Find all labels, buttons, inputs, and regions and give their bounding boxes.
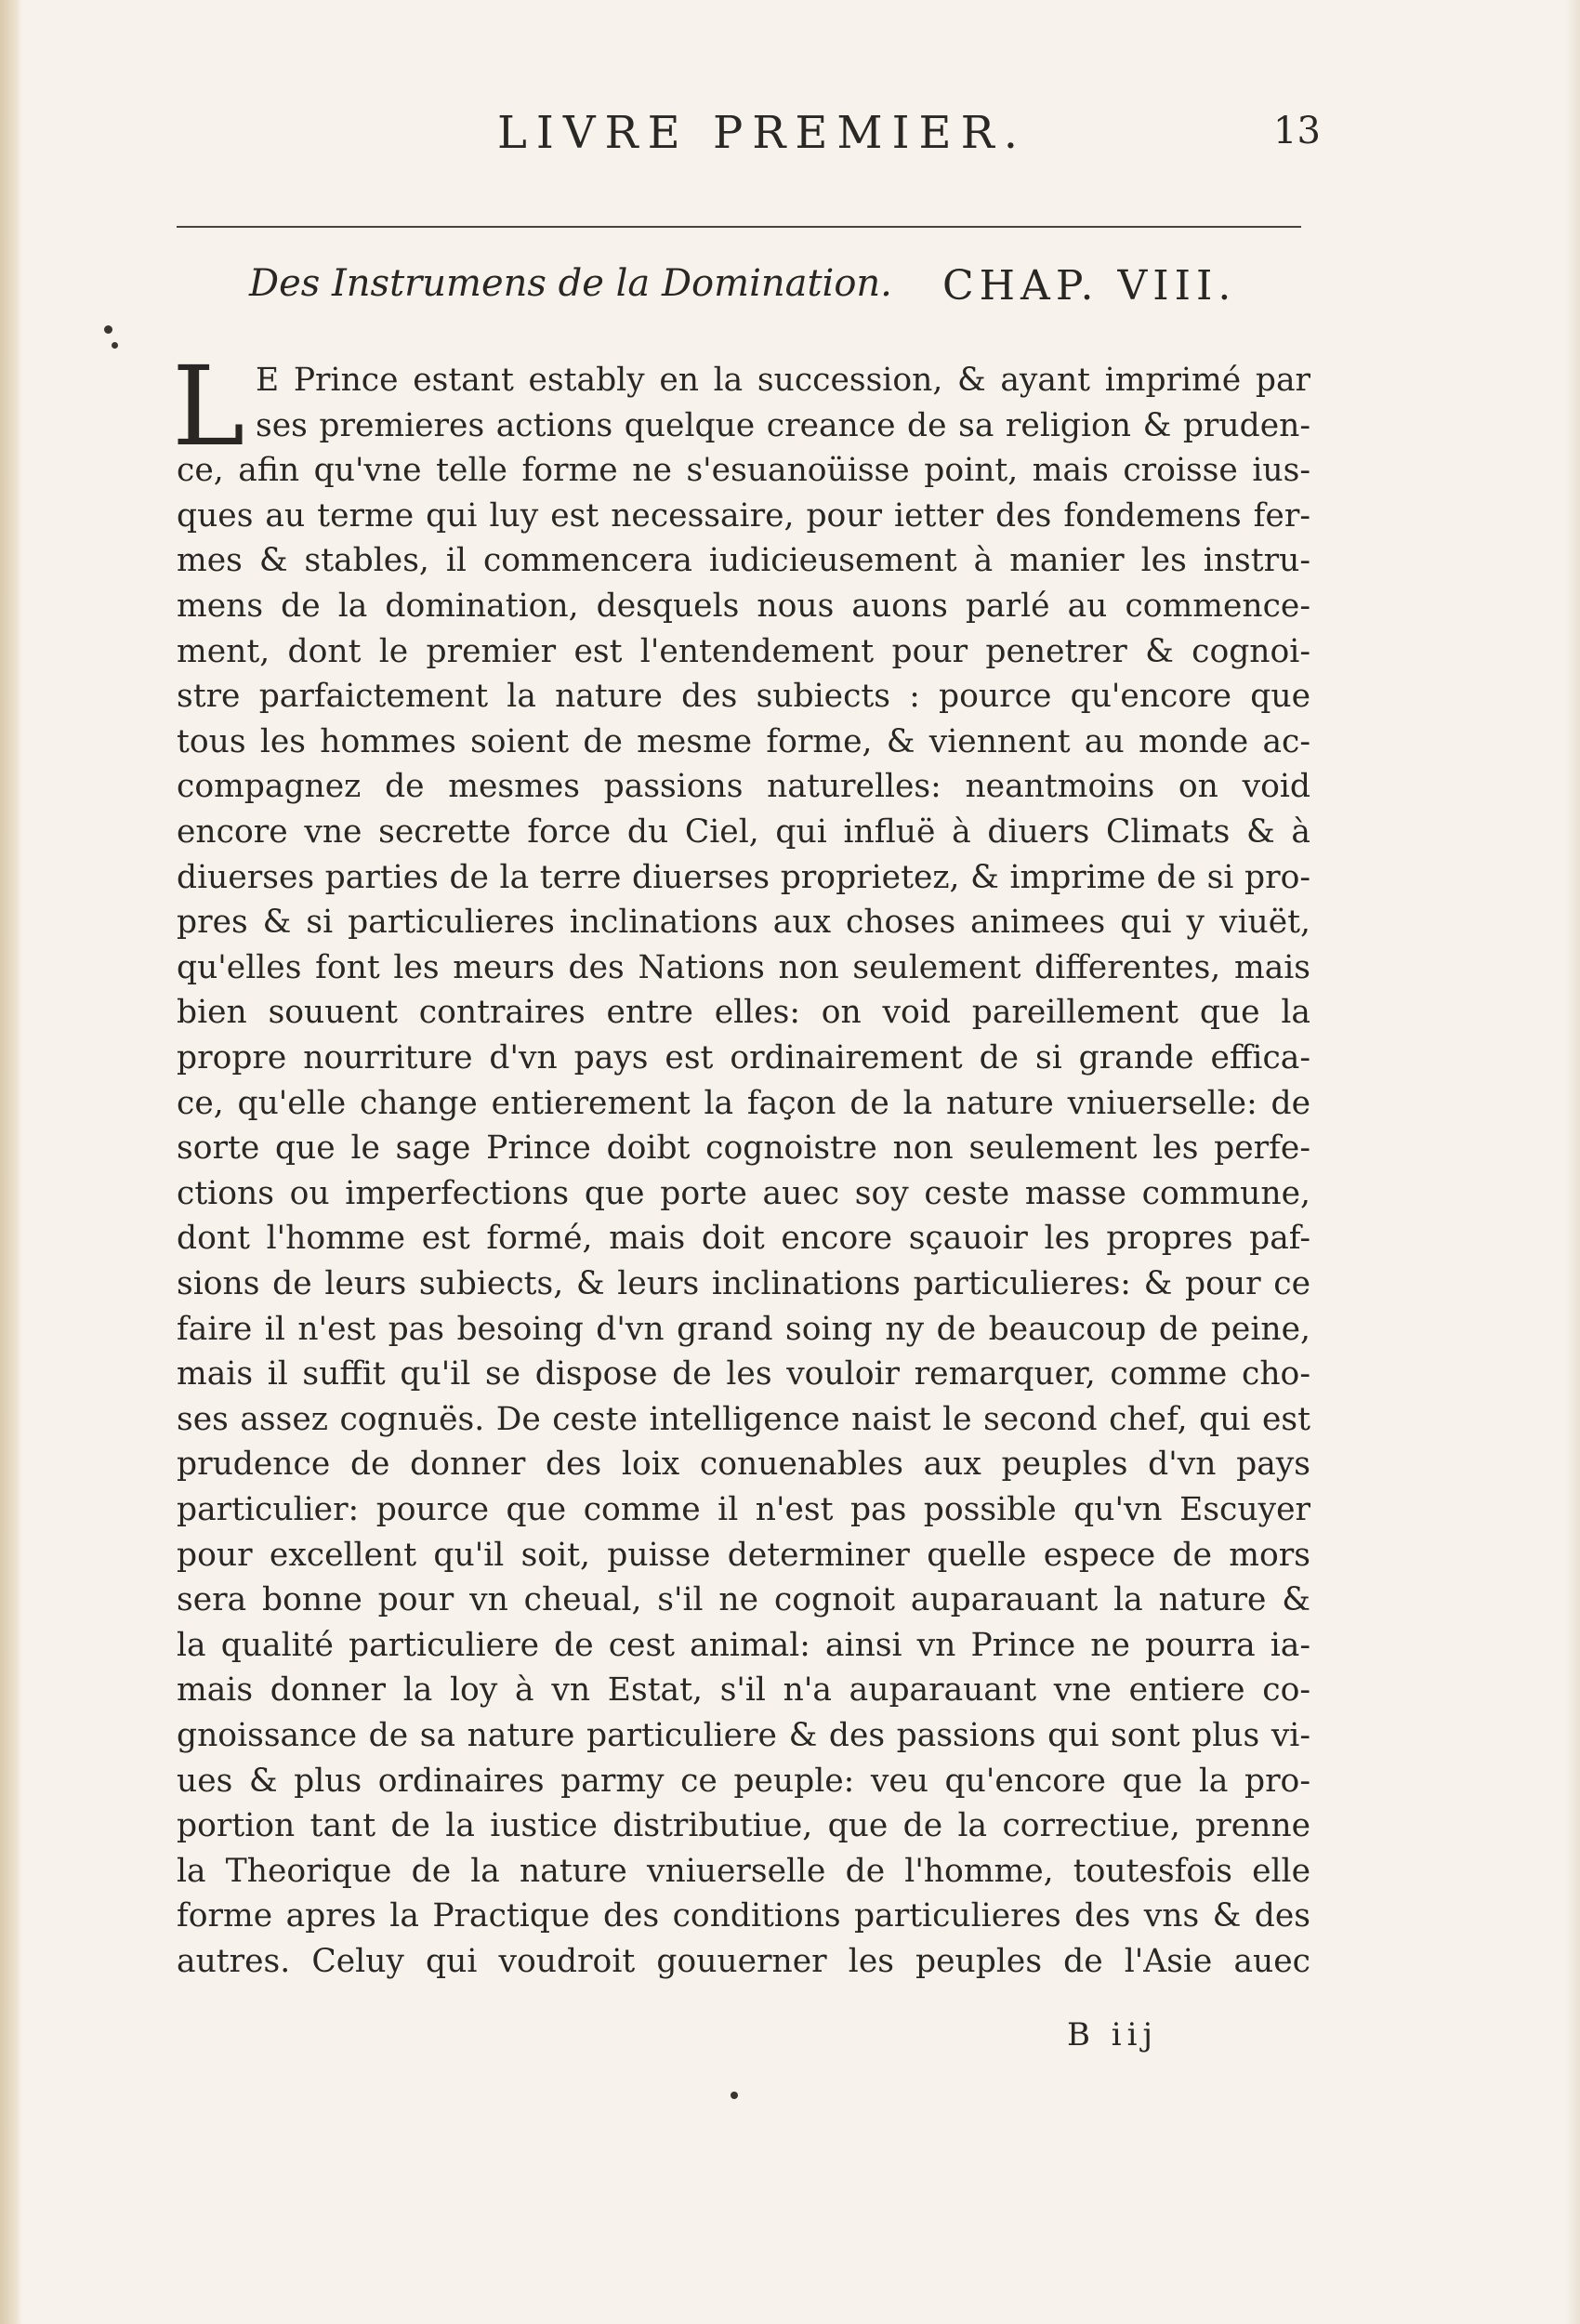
text-line: encore vne secrette force du Ciel, qui influë à diuers Climats & à [177, 813, 1310, 851]
text-line: diuerses parties de la terre diuerses proprietez, & imprime de si pro- [177, 858, 1310, 896]
text-line: bien souuent contraires entre elles: on void pareillement que la [177, 994, 1310, 1032]
text-line: ctions ou imperfections que porte auec soy ceste masse commune, [177, 1174, 1310, 1212]
page-number: 13 [1273, 110, 1321, 152]
text-line: pres & si particulieres inclinations aux choses animees qui y viuët, [177, 904, 1310, 942]
chapter-heading [249, 262, 1318, 318]
text-line: propre nourriture d'vn pays est ordinairement de si grande effica- [177, 1039, 1310, 1076]
text-line: ses premieres actions quelque creance de sa religion & pruden- [256, 406, 1310, 444]
text-line: ce, afin qu'vne telle forme ne s'esuanoüisse point, mais croisse ius- [177, 452, 1310, 490]
running-head: LIVRE PREMIER. [497, 107, 1027, 159]
chapter-title: Des Instrumens de la Domination. [249, 262, 892, 305]
text-line: mens de la domination, desquels nous auons parlé au commence- [177, 588, 1310, 625]
ink-speck [731, 2092, 738, 2099]
text-line: la Theorique de la nature vniuerselle de l'homme, toutesfois elle [177, 1852, 1310, 1890]
chapter-number: CHAP. VIII. [942, 262, 1237, 310]
binding-gutter [0, 0, 22, 2324]
text-line: prudence de donner des loix conuenables aux peuples d'vn pays [177, 1446, 1310, 1484]
text-line: particulier: pource que comme il n'est pas possible qu'vn Escuyer [177, 1491, 1310, 1528]
text-line: portion tant de la iustice distributiue, que de la correctiue, prenne [177, 1807, 1310, 1845]
ink-speck [112, 342, 118, 349]
text-line: gnoissance de sa nature particuliere & des passions qui sont plus vi- [177, 1717, 1310, 1754]
text-line: E Prince estant estably en la succession, & ayant imprimé par [256, 362, 1310, 399]
text-line: ce, qu'elle change entierement la façon de la nature vniuerselle: de [177, 1084, 1310, 1122]
text-line: stre parfaictement la nature des subiects : pource qu'encore que [177, 678, 1310, 716]
text-line: sorte que le sage Prince doibt cognoistre non seulement les perfe- [177, 1129, 1310, 1168]
text-line: faire il n'est pas besoing d'vn grand soing ny de beaucoup de peine, [177, 1310, 1310, 1348]
header-rule [177, 226, 1301, 228]
text-line: pour excellent qu'il soit, puisse determiner quelle espece de mors [177, 1536, 1310, 1574]
text-line: tous les hommes soient de mesme forme, & viennent au monde ac- [177, 722, 1310, 760]
text-line: sera bonne pour vn cheual, s'il ne cognoit auparauant la nature & [177, 1581, 1310, 1619]
ink-speck [104, 325, 112, 334]
text-line: mes & stables, il commencera iudicieusement à manier les instru- [177, 542, 1310, 580]
text-line: mais il suffit qu'il se dispose de les vouloir remarquer, comme cho- [177, 1355, 1310, 1393]
text-line: forme apres la Practique des conditions particulieres des vns & des [177, 1897, 1310, 1935]
text-line: autres. Celuy qui voudroit gouuerner les peuples de l'Asie auec [177, 1943, 1310, 1980]
text-line: sions de leurs subiects, & leurs inclinations particulieres: & pour ce [177, 1265, 1310, 1302]
text-line: dont l'homme est formé, mais doit encore sçauoir les propres paf- [177, 1220, 1310, 1258]
text-line: compagnez de mesmes passions naturelles: neantmoins on void [177, 768, 1310, 806]
text-line: ment, dont le premier est l'entendement pour penetrer & cognoi- [177, 632, 1310, 670]
text-line: qu'elles font les meurs des Nations non seulement differentes, mais [177, 948, 1310, 986]
text-line: ques au terme qui luy est necessaire, pour ietter des fondemens fer- [177, 496, 1310, 535]
text-line: mais donner la loy à vn Estat, s'il n'a auparauant vne entiere co- [177, 1671, 1310, 1710]
text-line: ses assez cognuës. De ceste intelligence naist le second chef, qui est [177, 1400, 1310, 1438]
signature-mark: B iij [1067, 2016, 1159, 2053]
text-line: ues & plus ordinaires parmy ce peuple: veu qu'encore que la pro- [177, 1762, 1310, 1800]
drop-cap: L [172, 342, 245, 470]
page-edge-shadow [1565, 0, 1580, 2324]
text-line: la qualité particuliere de cest animal: ainsi vn Prince ne pourra ia- [177, 1626, 1310, 1664]
